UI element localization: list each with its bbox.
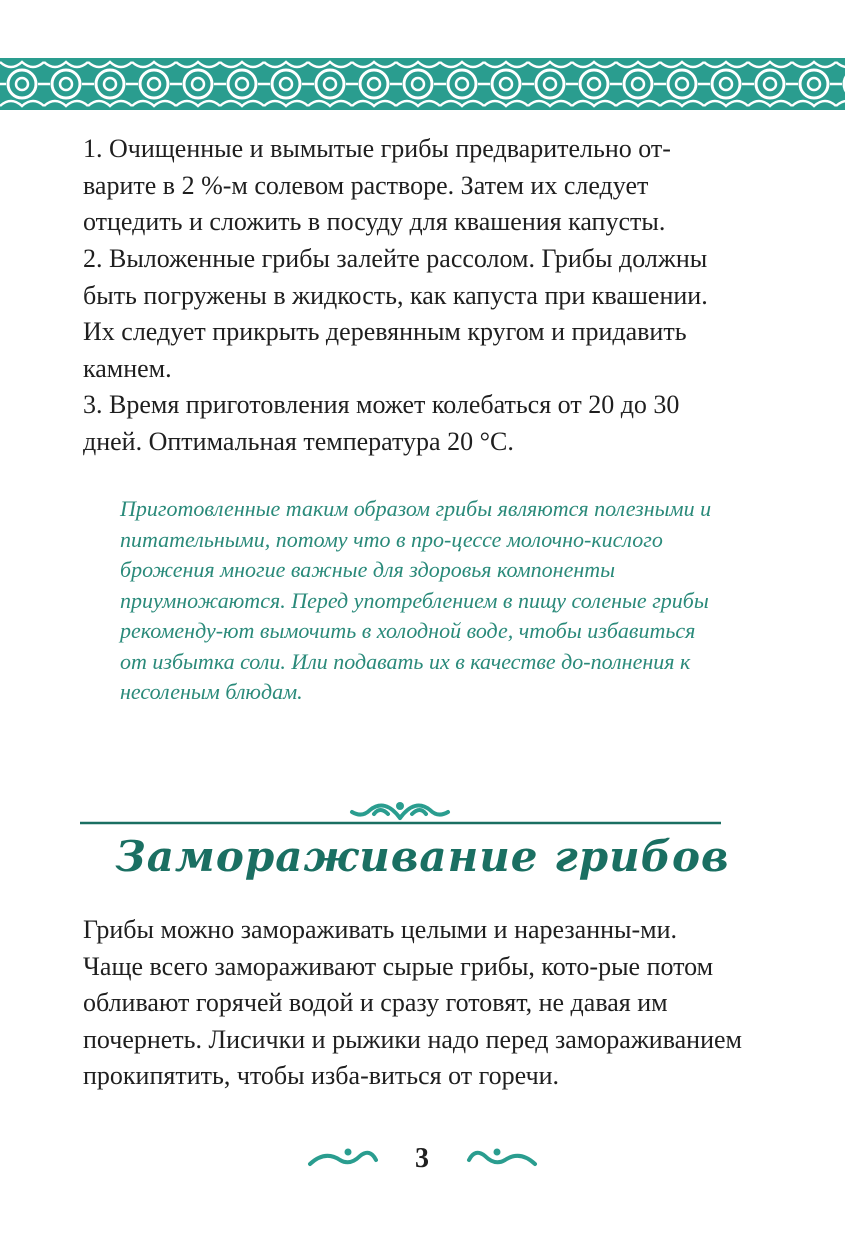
note-text: Приготовленные таким образом грибы являются полезными и питательными, потому что в про-цессе молочно-кислого брожения многие важные для здоровья компоненты приумножаются. Перед употреблением в пищу соленые грибы рекоменду-ют вымочить в холодной воде, чтобы избавиться от избытка соли. Или подавать их в качестве до-полнения к несоленым блюдам. <box>120 496 712 704</box>
step-1-text: 1. Очищенные и вымытые грибы предварительно от-варите в 2 %-м солевом растворе. Затем их следует отцедить и сложить в посуду для квашения капусты. <box>83 134 671 236</box>
section-title: Замораживание грибов <box>115 832 730 881</box>
step-2-text: 2. Выложенные грибы залейте рассолом. Грибы должны быть погружены в жидкость, как капуста при квашении. Их следует прикрыть деревянным кругом и придавить камнем. <box>83 244 708 383</box>
page-number: 3 <box>415 1143 429 1174</box>
ornament-border-icon <box>0 58 845 110</box>
step-3-text: 3. Время приготовления может колебаться от 20 до 30 дней. Оптимальная температура 20 °С. <box>83 390 680 456</box>
section-body-text: Грибы можно замораживать целыми и нарезанны-ми. Чаще всего замораживают сырые грибы, кото-рые потом обливают горячей водой и сразу готовят, не давая им почернеть. Лисички и рыжики надо перед замораживанием прокипятить, чтобы изба-виться от горечи. <box>83 915 743 1090</box>
ornament-divider-icon <box>80 792 721 832</box>
